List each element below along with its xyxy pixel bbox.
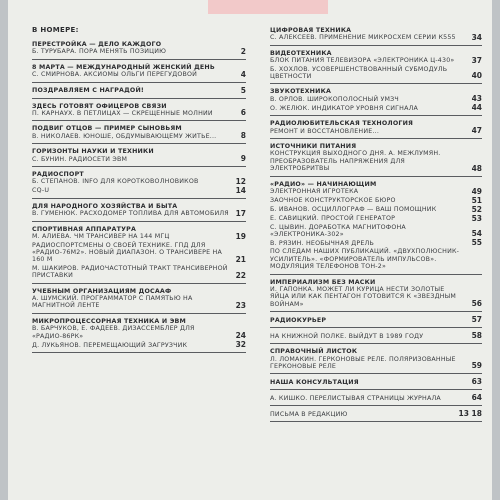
page-number: 64 (471, 393, 482, 403)
left-entries (32, 40, 246, 353)
contents-entry (32, 203, 246, 218)
article-title: С. АЛЕКСЕЕВ. ПРИМЕНЕНИЕ МИКРОСХЕМ СЕРИИ К555 (270, 34, 456, 42)
pink-cover-tab (208, 0, 328, 14)
page-number: 37 (471, 55, 482, 65)
section-title: ВИДЕОТЕХНИКА (270, 49, 332, 57)
article-title: В. РЯЗИН. НЕОБЫЧНАЯ ДРЕЛЬ (270, 239, 375, 247)
section-title: ДЛЯ НАРОДНОГО ХОЗЯЙСТВА И БЫТА (32, 202, 178, 210)
page-number: 23 (235, 300, 246, 310)
page-number: 53 (471, 213, 482, 223)
contents-section (270, 347, 482, 374)
contents-section (32, 147, 246, 167)
article-title: И. ГАПОНКА. МОЖЕТ ЛИ КУРИЦА НЕСТИ ЗОЛОТЫЕ ЯЙЦА ИЛИ КАК ПЕНТАГОН ГОТОВИТСЯ К «ЗВЕЗДНЫМ ВОЙНАМ» (270, 285, 457, 308)
contents-entry (270, 66, 482, 81)
article-title: М. ШАКИРОВ. РАДИОЧАСТОТНЫЙ ТРАКТ ТРАНСИВЕРНОЙ ПРИСТАВКИ (32, 264, 228, 280)
contents-section (32, 40, 246, 60)
page-number: 14 (235, 185, 246, 195)
section-title: ПОДВИГ ОТЦОВ — ПРИМЕР СЫНОВЬЯМ (32, 125, 182, 133)
magazine-contents-page (8, 0, 492, 500)
section-title: МИКРОПРОЦЕССОРНАЯ ТЕХНИКА И ЭВМ (32, 317, 186, 325)
contents-entry (270, 348, 482, 370)
page-number: 22 (235, 270, 246, 280)
page-number: 5 (240, 85, 246, 95)
section-title: НАША КОНСУЛЬТАЦИЯ (270, 378, 359, 386)
page-number: 59 (471, 361, 482, 371)
article-title: Б. СТЕПАНОВ. INFO ДЛЯ КОРОТКОВОЛНОВИКОВ (32, 178, 199, 186)
page-number: 17 (235, 208, 246, 218)
page-number: 57 (471, 315, 482, 325)
contents-entry (270, 215, 482, 223)
article-title: КОНСТРУКЦИЯ ВЫХОДНОГО ДНЯ. А. МЕЖЛУМЯН. ПРЕОБРАЗОВАТЕЛЬ НАПРЯЖЕНИЯ ДЛЯ ЭЛЕКТРОБРИТВЫ (270, 150, 441, 173)
page-number: 9 (240, 154, 246, 164)
contents-entry (270, 104, 482, 112)
contents-entry (270, 410, 482, 418)
article-title: Д. ЛУКЬЯНОВ. ПЕРЕМЕЩАЮЩИЙ ЗАГРУЗЧИК (32, 341, 188, 349)
page-number: 47 (471, 126, 482, 136)
contents-section (270, 278, 482, 313)
contents-entry (270, 332, 482, 340)
contents-entry (270, 27, 482, 42)
article-title: Б. ХОХЛОВ. УСОВЕРШЕНСТВОВАННЫЙ СУБМОДУЛЬ ЦВЕТНОСТИ (270, 65, 448, 81)
contents-entry (32, 341, 246, 349)
article-title: БЛОК ПИТАНИЯ ТЕЛЕВИЗОРА «ЭЛЕКТРОНИКА Ц-430» (270, 57, 455, 65)
contents-section (270, 331, 482, 344)
contents-entry (32, 187, 246, 195)
article-title: Л. ЛОМАКИН. ГЕРКОНОВЫЕ РЕЛЕ. ПОЛЯРИЗОВАННЫЕ ГЕРКОНОВЫЕ РЕЛЕ (270, 355, 456, 370)
article-title: А. КИШКО. ПЕРЕЛИСТЫВАЯ СТРАНИЦЫ ЖУРНАЛА (270, 394, 441, 402)
page-number: 54 (471, 229, 482, 239)
contents-section (32, 63, 246, 83)
contents-section (270, 393, 482, 406)
article-title: ПО СЛЕДАМ НАШИХ ПУБЛИКАЦИЙ. «ДВУХПОЛЮСНИК-УСИЛИТЕЛЬ». «ФОРМИРОВАТЕЛЬ ИМПУЛЬСОВ». МОДУЛЯЦИЯ ТЕЛЕФОНОВ ТОН-2» (270, 248, 460, 271)
article-title: В. ГУМЕНЮК. РАСХОДОМЕР ТОПЛИВА ДЛЯ АВТОМОБИЛЯ (32, 210, 229, 218)
page-number: 34 (471, 32, 482, 42)
article-title: А. ШУМСКИЙ. ПРОГРАММАТОР С ПАМЯТЬЮ НА МАГНИТНОЙ ЛЕНТЕ (32, 294, 193, 310)
article-title: Б. ИВАНОВ. ОСЦИЛЛОГРАФ — ВАШ ПОМОЩНИК (270, 206, 437, 214)
contents-section (32, 86, 246, 99)
contents-entry (270, 224, 482, 239)
contents-section (270, 119, 482, 139)
contents-entry (270, 143, 482, 173)
contents-section (32, 124, 246, 144)
article-title: Б. ТУРУБАРА. ПОРА МЕНЯТЬ ПОЗИЦИЮ (32, 48, 167, 56)
section-title: ГОРИЗОНТЫ НАУКИ И ТЕХНИКИ (32, 148, 154, 156)
page-number: 51 (471, 195, 482, 205)
contents-entry (32, 318, 246, 340)
contents-entry (270, 279, 482, 309)
contents-section (270, 26, 482, 46)
article-title: CQ-U (32, 187, 50, 195)
contents-header: В НОМЕРЕ: (32, 26, 79, 34)
contents-entry (32, 103, 246, 118)
section-title: ЗВУКОТЕХНИКА (270, 88, 332, 96)
page-number: 4 (240, 69, 246, 79)
section-title: ПЕРЕСТРОЙКА — ДЕЛО КАЖДОГО (32, 41, 162, 48)
article-title: В. ОРЛОВ. ШИРОКОПОЛОСНЫЙ УМЗЧ (270, 95, 399, 103)
page-number: 8 (240, 131, 246, 141)
contents-right-column (270, 26, 482, 425)
contents-section (32, 225, 246, 284)
section-title: РАДИОСПОРТ (32, 171, 84, 179)
article-title: ПИСЬМА В РЕДАКЦИЮ (270, 410, 348, 418)
contents-entry (270, 181, 482, 196)
article-title: ЭЛЕКТРОННАЯ ИГРОТЕКА (270, 188, 359, 196)
contents-entry (270, 239, 482, 247)
contents-entry (32, 265, 246, 280)
page-number: 13 18 (458, 409, 482, 419)
section-title: СПРАВОЧНЫЙ ЛИСТОК (270, 348, 358, 356)
section-title: ИСТОЧНИКИ ПИТАНИЯ (270, 143, 357, 151)
article-title: С. СМИРНОВА. АКСИОМЫ ОЛЬГИ ПЕРЕГУДОВОЙ (32, 71, 198, 79)
contents-section (32, 170, 246, 199)
contents-entry (270, 120, 482, 135)
contents-entry (270, 206, 482, 214)
contents-section (270, 49, 482, 85)
page-number: 58 (471, 331, 482, 341)
section-title: ПОЗДРАВЛЯЕМ С НАГРАДОЙ! (32, 87, 144, 95)
contents-entry (32, 242, 246, 264)
section-title: «РАДИО» — НАЧИНАЮЩИМ (270, 180, 377, 188)
page-number: 48 (471, 163, 482, 173)
article-title: П. КАРНАУХ. В ПЕТЛИЦАХ — СКРЕЩЕННЫЕ МОЛНИИ (32, 110, 213, 118)
contents-entry (270, 394, 482, 402)
article-title: ЗАОЧНОЕ КОНСТРУКТОРСКОЕ БЮРО (270, 197, 396, 205)
page-number: 52 (471, 204, 482, 214)
article-title: РАДИОСПОРТСМЕНЫ О СВОЕЙ ТЕХНИКЕ. ГПД ДЛЯ «РАДИО-76М2». НОВЫЙ ДИАПАЗОН. О ТРАНСИВЕРЕ НА 160 М (32, 241, 222, 264)
contents-section (270, 315, 482, 328)
article-title: С. ЦЫВИН. ДОРАБОТКА МАГНИТОФОНА «ЭЛЕКТРОНИКА-302» (270, 223, 406, 238)
page-number: 49 (471, 186, 482, 196)
right-entries (270, 26, 482, 422)
section-title: ЗДЕСЬ ГОТОВЯТ ОФИЦЕРОВ СВЯЗИ (32, 102, 167, 110)
section-title: УЧЕБНЫМ ОРГАНИЗАЦИЯМ ДОСААФ (32, 287, 172, 295)
page-number: 44 (471, 103, 482, 113)
section-title: 8 МАРТА — МЕЖДУНАРОДНЫЙ ЖЕНСКИЙ ДЕНЬ (32, 63, 215, 71)
page-number: 19 (235, 231, 246, 241)
contents-section (270, 142, 482, 177)
article-title: Е. САВИЦКИЙ. ПРОСТОЙ ГЕНЕРАТОР (270, 215, 396, 223)
article-title: М. АЛИЕВА. ЧМ ТРАНСИВЕР НА 144 МГЦ (32, 233, 170, 241)
article-title: В. НИКОЛАЕВ. ЮНОШЕ, ОБДУМЫВАЮЩЕМУ ЖИТЬЕ... (32, 132, 217, 140)
contents-section (270, 409, 482, 422)
page-number: 55 (471, 238, 482, 248)
article-title: С. БУНИН. РАДИОСЕТИ ЭВМ (32, 155, 128, 163)
page-number: 6 (240, 108, 246, 118)
contents-entry (32, 87, 246, 95)
contents-entry (270, 378, 482, 386)
contents-entry (270, 316, 482, 324)
contents-section (32, 317, 246, 353)
contents-entry (32, 148, 246, 163)
article-title: О. ЖЕЛЮК. ИНДИКАТОР УРОВНЯ СИГНАЛА (270, 104, 419, 112)
section-title: РАДИОЛЮБИТЕЛЬСКАЯ ТЕХНОЛОГИЯ (270, 120, 414, 128)
page-number: 43 (471, 94, 482, 104)
contents-entry (32, 171, 246, 186)
section-title: СПОРТИВНАЯ АППАРАТУРА (32, 225, 137, 233)
page-number: 21 (235, 254, 246, 264)
contents-entry (270, 50, 482, 65)
contents-section (32, 102, 246, 122)
section-title: РАДИОКУРЬЕР (270, 316, 327, 324)
article-title: НА КНИЖНОЙ ПОЛКЕ. ВЫЙДУТ В 1989 ГОДУ (270, 332, 424, 340)
page-number: 32 (235, 339, 246, 349)
contents-left-column (32, 26, 246, 356)
contents-section (270, 377, 482, 390)
page-number: 2 (240, 46, 246, 56)
page-number: 56 (471, 299, 482, 309)
article-title: РЕМОНТ И ВОССТАНОВЛЕНИЕ... (270, 127, 380, 135)
contents-section (32, 287, 246, 314)
article-title: В. БАРЧУКОВ, Е. ФАДЕЕВ. ДИЗАССЕМБЛЕР ДЛЯ «РАДИО-86РК» (32, 325, 195, 340)
page-number: 24 (235, 330, 246, 340)
contents-section (32, 202, 246, 222)
contents-section (270, 180, 482, 275)
contents-entry (270, 197, 482, 205)
section-title: ЦИФРОВАЯ ТЕХНИКА (270, 27, 352, 34)
contents-entry (270, 88, 482, 103)
section-title: ИМПЕРИАЛИЗМ БЕЗ МАСКИ (270, 278, 376, 286)
contents-entry (32, 41, 246, 56)
contents-entry (32, 125, 246, 140)
contents-entry (32, 64, 246, 79)
page-number: 63 (471, 377, 482, 387)
contents-entry (32, 226, 246, 241)
contents-entry (32, 288, 246, 310)
contents-entry (270, 248, 482, 270)
page-number: 12 (235, 176, 246, 186)
page-number: 40 (471, 71, 482, 81)
contents-section (270, 87, 482, 116)
